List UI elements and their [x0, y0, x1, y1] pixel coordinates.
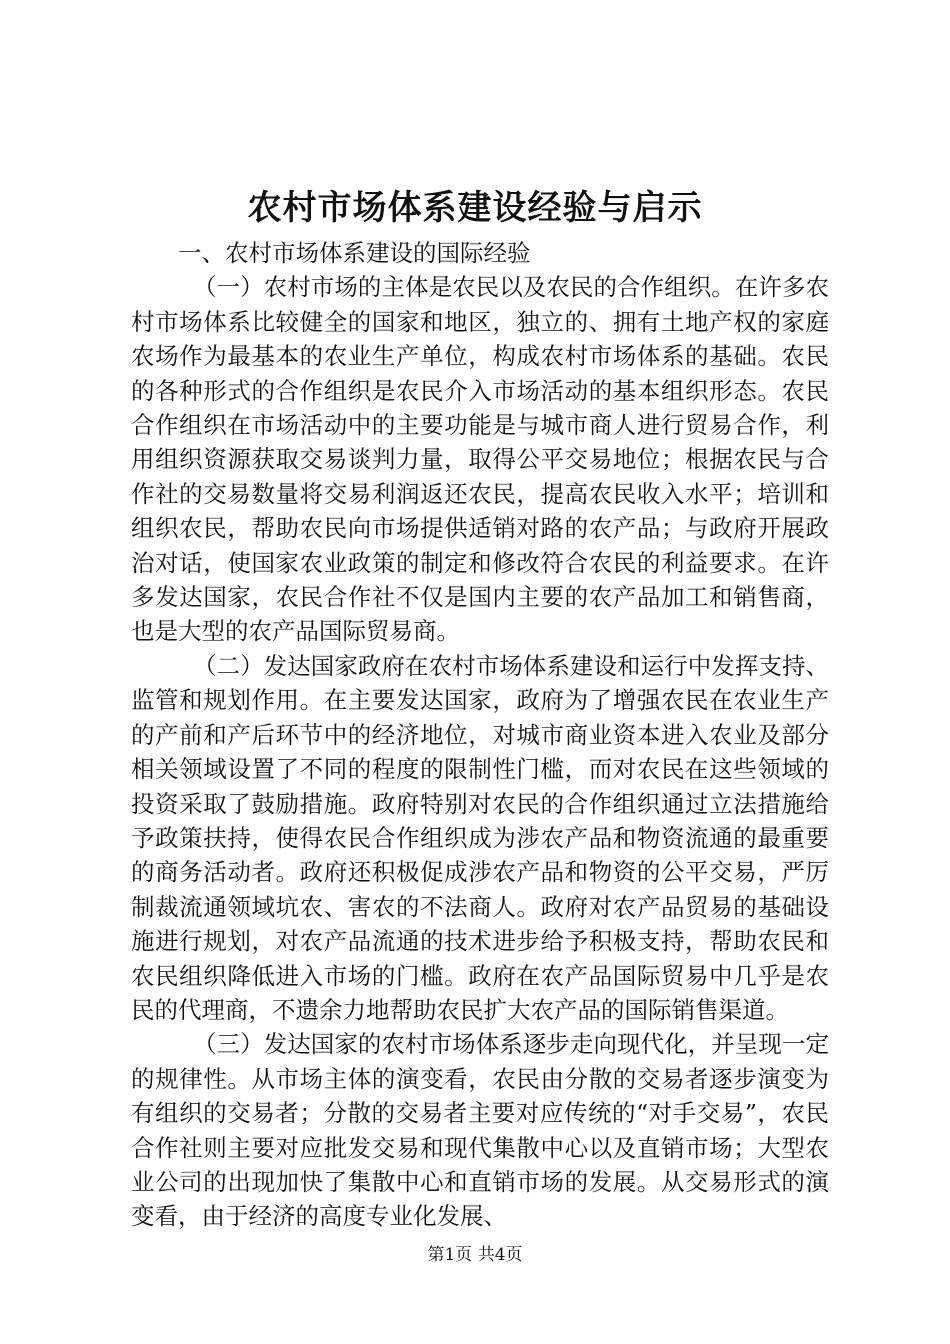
page-number: 第1页 共4页 — [427, 1245, 523, 1265]
paragraph-3: （三）发达国家的农村市场体系逐步走向现代化，并呈现一定的规律性。从市场主体的演变看，农民由分散的交易者逐步演变为有组织的交易者；分散的交易者主要对应传统的“对手交易”，农民合作社则主要对应批发交易和现代集散中心以及直销市场；大型农业公司的出现加快了集散中心和直销市场的发展。从交易形式的演变看，由于经济的高度专业化发展、 — [131, 1030, 829, 1231]
paragraph-1: （一）农村市场的主体是农民以及农民的合作组织。在许多农村市场体系比较健全的国家和地区，独立的、拥有土地产权的家庭农场作为最基本的农业生产单位，构成农村市场体系的基础。农民的各种形式的合作组织是农民介入市场活动的基本组织形态。农民合作组织在市场活动中的主要功能是与城市商人进行贸易合作，利用组织资源获取交易谈判力量，取得公平交易地位；根据农民与合作社的交易数量将交易利润返还农民，提高农民收入水平；培训和组织农民，帮助农民向市场提供适销对路的农产品；与政府开展政治对话，使国家农业政策的制定和修改符合农民的利益要求。在许多发达国家，农民合作社不仅是国内主要的农产品加工和销售商，也是大型的农产品国际贸易商。 — [131, 273, 829, 646]
paragraph-2: （二）发达国家政府在农村市场体系建设和运行中发挥支持、监管和规划作用。在主要发达国家，政府为了增强农民在农业生产的产前和产后环节中的经济地位，对城市商业资本进入农业及部分相关领域设置了不同的程度的限制性门槛，而对农民在这些领域的投资采取了鼓励措施。政府特别对农民的合作组织通过立法措施给予政策扶持，使得农民合作组织成为涉农产品和物资流通的最重要的商务活动者。政府还积极促成涉农产品和物资的公平交易，严厉制裁流通领域坑农、害农的不法商人。政府对农产品贸易的基础设施进行规划，对农产品流通的技术进步给予积极支持，帮助农民和农民组织降低进入市场的门槛。政府在农产品国际贸易中几乎是农民的代理商，不遗余力地帮助农民扩大农产品的国际销售渠道。 — [131, 651, 829, 1024]
document-body — [131, 236, 829, 1234]
section-heading: 一、农村市场体系建设的国际经验 — [178, 239, 531, 267]
page-footer — [0, 1244, 950, 1266]
document-title: 农村市场体系建设经验与启示 — [247, 188, 703, 228]
